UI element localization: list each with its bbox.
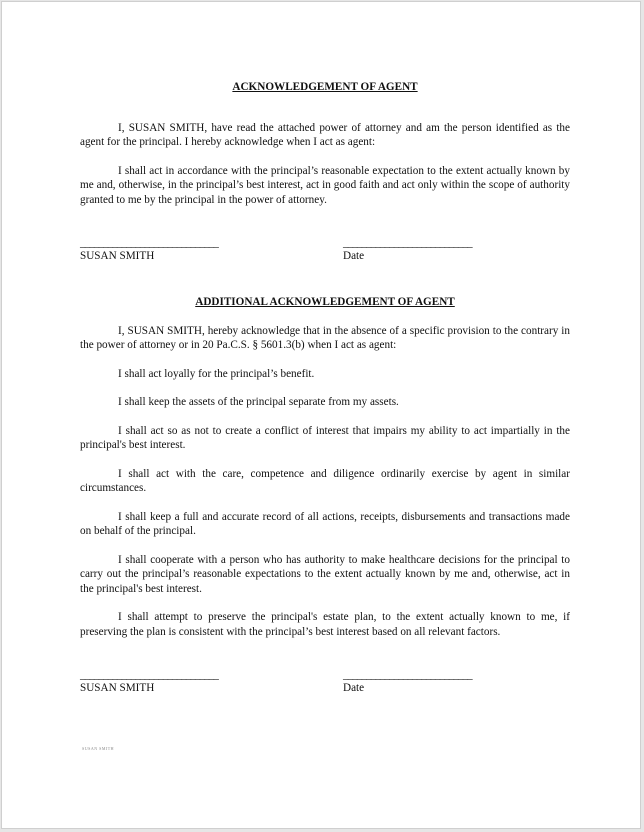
signature-line: ______________________________ bbox=[80, 237, 218, 249]
document-page bbox=[1, 1, 641, 829]
signature-block-1 bbox=[80, 237, 570, 271]
date-line: ____________________________ bbox=[343, 237, 472, 249]
date-label: Date bbox=[343, 250, 365, 262]
duty-item: I shall cooperate with a person who has authority to make healthcare decisions for the principal to carry out the principal’s reasonable expectations to the extent actually known by me and, otherwise, act in the principal's best interest. bbox=[80, 553, 570, 595]
signer-name: SUSAN SMITH bbox=[80, 250, 155, 262]
duty-item: I shall act so as not to create a conflict of interest that impairs my ability to act impartially in the principal's best interest. bbox=[80, 424, 570, 451]
signature-line: ______________________________ bbox=[80, 669, 218, 681]
duty-item: I shall act loyally for the principal’s benefit. bbox=[118, 367, 315, 380]
date-line: ____________________________ bbox=[343, 669, 472, 681]
duty-item: I shall act with the care, competence and diligence ordinarily exercise by agent in similar circumstances. bbox=[80, 467, 570, 494]
signer-name: SUSAN SMITH bbox=[80, 682, 155, 694]
duty-item: I shall keep the assets of the principal separate from my assets. bbox=[118, 396, 399, 408]
duty-item: I shall attempt to preserve the principal's estate plan, to the extent actually known to me, if preserving the plan is consistent with the principal’s best interest based on all relevant factors. bbox=[80, 611, 570, 638]
additional-acknowledgement-title: ADDITIONAL ACKNOWLEDGEMENT OF AGENT bbox=[195, 296, 455, 308]
absence-paragraph: I, SUSAN SMITH, hereby acknowledge that in the absence of a specific provision to the contrary in the power of attorney or in 20 Pa.C.S. § 5601.3(b) when I act as agent: bbox=[80, 324, 570, 351]
document-body bbox=[80, 78, 570, 703]
date-label: Date bbox=[343, 682, 365, 694]
page-footer: SUSAN SMITH bbox=[82, 746, 115, 751]
signature-block-2 bbox=[80, 669, 570, 703]
acknowledgement-title: ACKNOWLEDGEMENT OF AGENT bbox=[232, 81, 418, 93]
duty-paragraph: I shall act in accordance with the principal’s reasonable expectation to the extent actually known by me and, otherwise, in the principal’s best interest, act in good faith and act only within the scope of authority granted to me by the principal in the power of attorney. bbox=[80, 164, 570, 206]
duty-item: I shall keep a full and accurate record of all actions, receipts, disbursements and transactions made on behalf of the principal. bbox=[80, 510, 570, 537]
intro-paragraph: I, SUSAN SMITH, have read the attached power of attorney and am the person identified as the agent for the principal. I hereby acknowledge when I act as agent: bbox=[80, 121, 570, 148]
